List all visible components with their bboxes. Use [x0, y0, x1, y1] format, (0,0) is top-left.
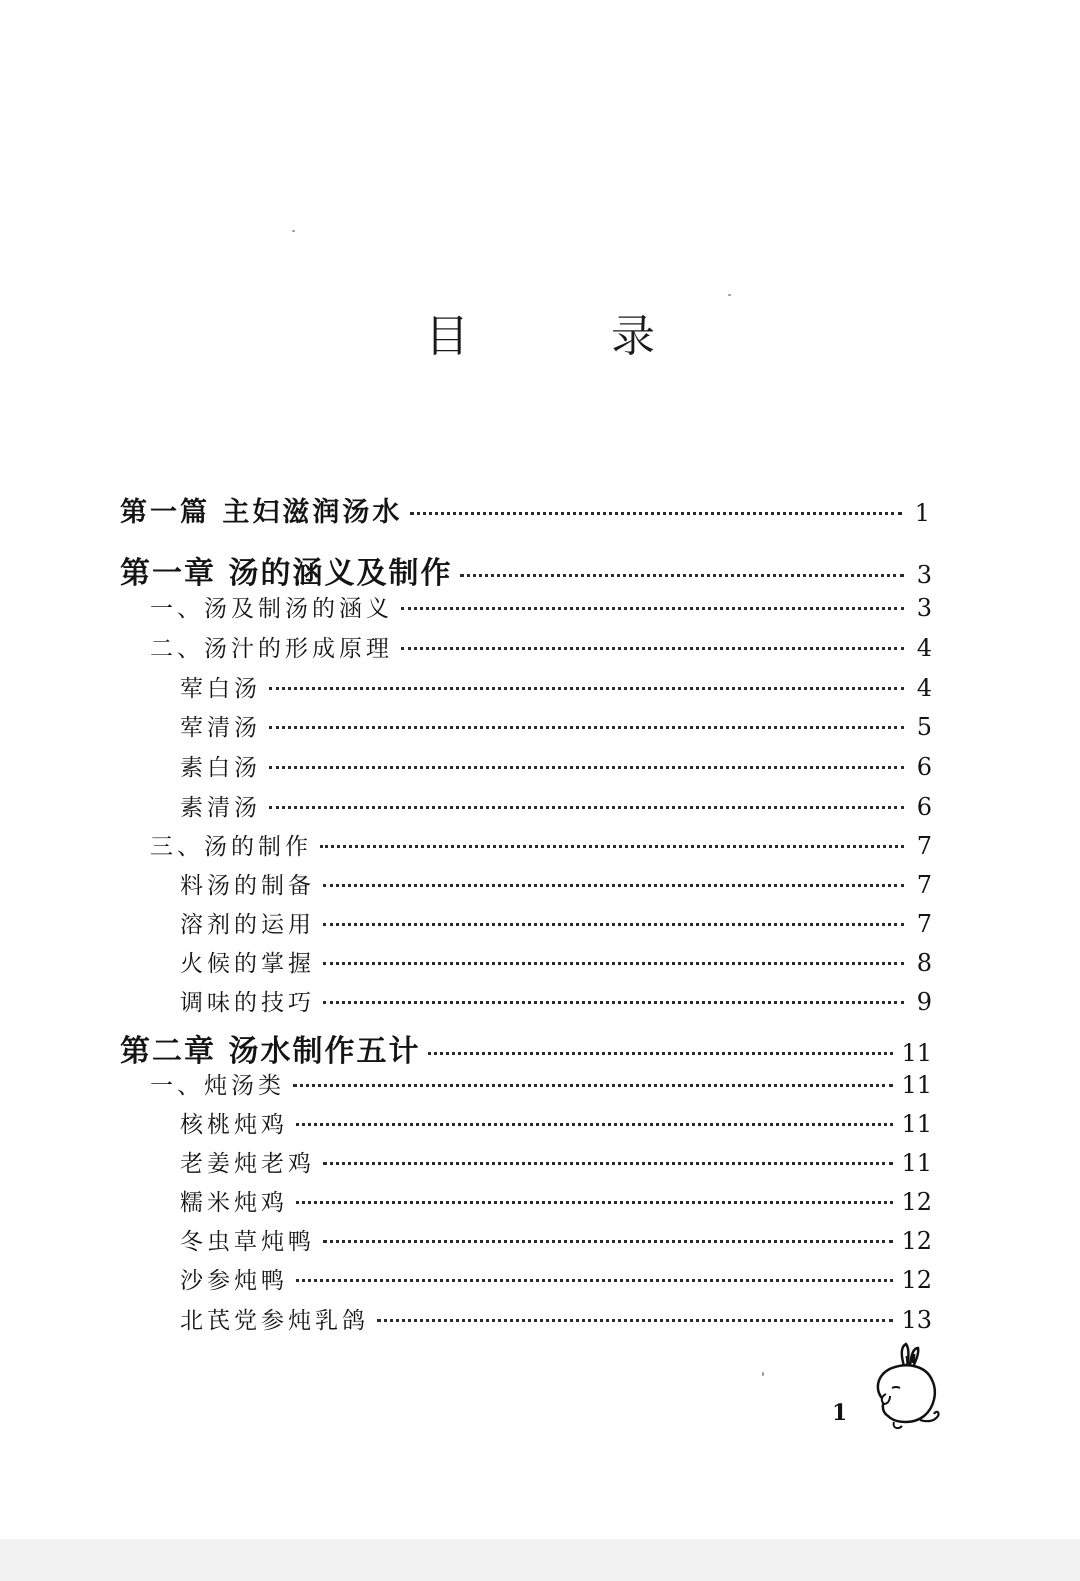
- toc-entry-page: 7: [916, 871, 932, 899]
- toc-entry-page: 5: [916, 713, 932, 741]
- dot-leader: [323, 923, 904, 926]
- toc-entry-label: 料汤的制备: [180, 873, 315, 899]
- toc-entry: [180, 789, 932, 822]
- dot-leader: [269, 806, 904, 809]
- toc-entry: [180, 670, 932, 703]
- toc-entry-label: 溶剂的运用: [180, 912, 315, 938]
- toc-entry-page: 7: [916, 910, 932, 938]
- toc-entry: [150, 590, 932, 623]
- dot-leader: [401, 607, 904, 610]
- toc-entry-page: 7: [916, 832, 932, 860]
- toc-entry: [180, 867, 932, 900]
- toc-entry-page: 11: [901, 1110, 932, 1138]
- toc-entry-label: 荤白汤: [180, 676, 261, 702]
- toc-entry: [180, 1184, 932, 1217]
- toc-entry-label: 调味的技巧: [180, 990, 315, 1016]
- toc-entry: [180, 906, 932, 939]
- toc-entry-label: 第二章 汤水制作五计: [120, 1034, 421, 1069]
- toc-entry-page: 11: [901, 1149, 932, 1177]
- dot-leader: [460, 574, 904, 577]
- toc-entry: [120, 1026, 932, 1070]
- toc-entry: [180, 1302, 932, 1335]
- dot-leader: [320, 845, 904, 848]
- dot-leader: [428, 1052, 893, 1055]
- rabbit-mascot-icon: [864, 1342, 946, 1434]
- toc-entry-label: 糯米炖鸡: [180, 1190, 288, 1216]
- toc-entry-page: 1: [914, 499, 930, 527]
- scan-speck: [292, 230, 295, 232]
- toc-entry: [180, 1106, 932, 1139]
- dot-leader: [269, 687, 904, 690]
- toc-entry: [150, 1067, 932, 1100]
- toc-entry: [150, 828, 932, 861]
- toc-entry: [180, 1223, 932, 1256]
- dot-leader: [410, 512, 902, 515]
- toc-entry-page: 4: [916, 674, 932, 702]
- toc-entry-label: 火候的掌握: [180, 951, 315, 977]
- dot-leader: [401, 647, 904, 650]
- toc-entry: [150, 630, 932, 663]
- dot-leader: [377, 1319, 893, 1322]
- toc-entry-label: 三、汤的制作: [150, 834, 312, 860]
- page-number: 1: [832, 1400, 848, 1426]
- toc-entry-label: 第一章 汤的涵义及制作: [120, 556, 453, 591]
- bottom-band: [0, 1539, 1080, 1581]
- toc-entry: [120, 548, 932, 592]
- toc-entry: [180, 709, 932, 742]
- dot-leader: [296, 1123, 893, 1126]
- dot-leader: [323, 962, 904, 965]
- toc-entry-label: 荤清汤: [180, 715, 261, 741]
- dot-leader: [296, 1279, 893, 1282]
- toc-entry-label: 核桃炖鸡: [180, 1112, 288, 1138]
- scan-speck: [762, 1372, 764, 1376]
- toc-title: 目 录: [425, 311, 719, 362]
- toc-entry-page: 12: [901, 1266, 932, 1294]
- toc-entry: [180, 945, 932, 978]
- toc-entry-label: 一、炖汤类: [150, 1073, 285, 1099]
- toc-entry-page: 11: [901, 1039, 932, 1067]
- dot-leader: [269, 766, 904, 769]
- toc-entry-page: 11: [901, 1071, 932, 1099]
- dot-leader: [323, 1001, 904, 1004]
- toc-entry-page: 3: [916, 561, 932, 589]
- toc-entry-label: 二、汤汁的形成原理: [150, 636, 393, 662]
- dot-leader: [323, 1240, 893, 1243]
- toc-entry-page: 6: [916, 753, 932, 781]
- toc-entry-page: 6: [916, 793, 932, 821]
- toc-entry-label: 第一篇 主妇滋润汤水: [120, 497, 403, 528]
- toc-entry: [180, 1145, 932, 1178]
- toc-entry-page: 13: [901, 1306, 932, 1334]
- toc-entry-page: 4: [916, 634, 932, 662]
- dot-leader: [323, 1162, 893, 1165]
- toc-entry-label: 冬虫草炖鸭: [180, 1229, 315, 1255]
- toc-entry-page: 9: [916, 988, 932, 1016]
- toc-entry-page: 12: [901, 1227, 932, 1255]
- toc-entry-label: 北芪党参炖乳鸽: [180, 1308, 369, 1334]
- dot-leader: [323, 884, 904, 887]
- toc-entry-label: 一、汤及制汤的涵义: [150, 596, 393, 622]
- toc-entry: [180, 1262, 932, 1295]
- toc-entry-label: 沙参炖鸭: [180, 1268, 288, 1294]
- dot-leader: [269, 726, 904, 729]
- toc-entry-page: 3: [916, 594, 932, 622]
- toc-entry-label: 老姜炖老鸡: [180, 1151, 315, 1177]
- toc-entry-page: 8: [916, 949, 932, 977]
- toc-entry: [120, 490, 930, 529]
- toc-entry-label: 素清汤: [180, 795, 261, 821]
- toc-entry: [180, 984, 932, 1017]
- toc-entry: [180, 749, 932, 782]
- toc-entry-label: 素白汤: [180, 755, 261, 781]
- toc-entry-page: 12: [901, 1188, 932, 1216]
- dot-leader: [296, 1201, 893, 1204]
- dot-leader: [293, 1084, 893, 1087]
- scan-speck: [728, 294, 731, 296]
